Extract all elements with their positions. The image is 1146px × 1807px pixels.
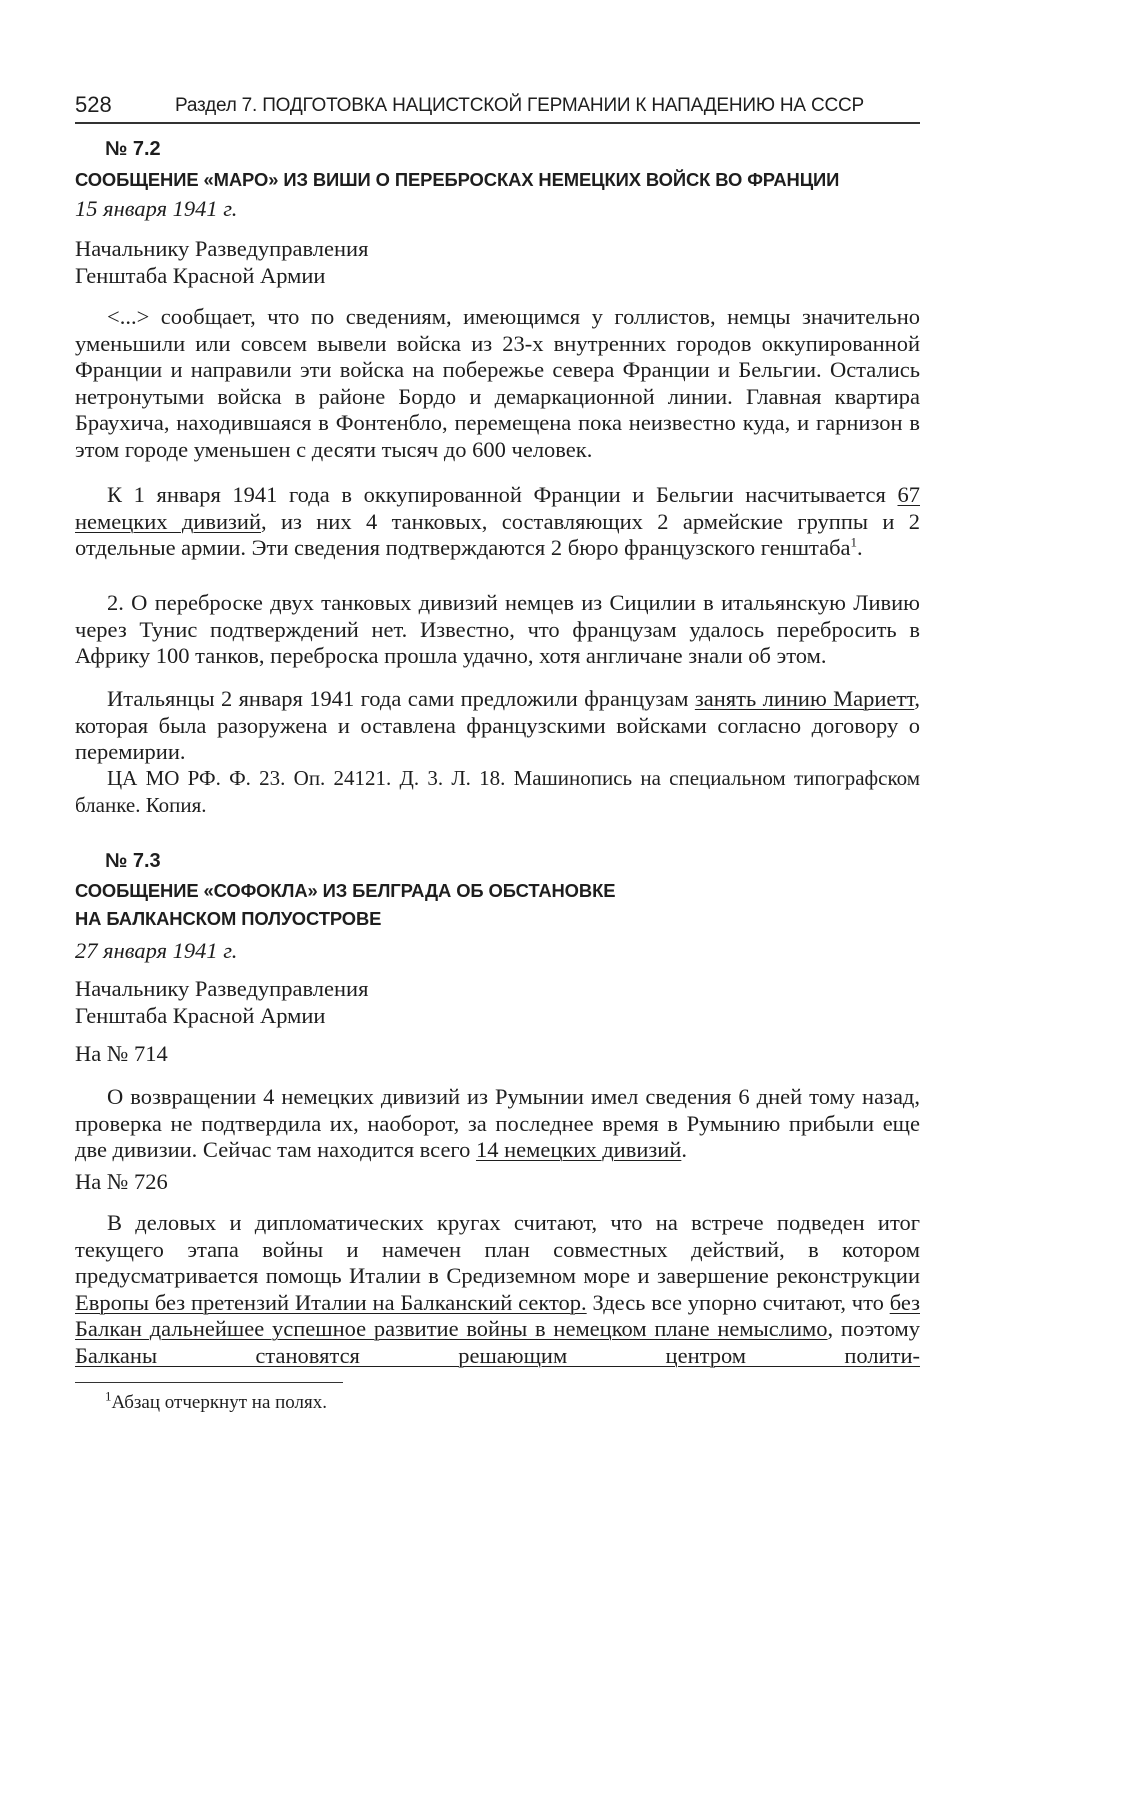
addressee-line: Генштаба Красной Армии xyxy=(75,1002,326,1028)
title-line: НА БАЛКАНСКОМ ПОЛУОСТРОВЕ xyxy=(75,908,382,929)
text: Здесь все упорно считают, что xyxy=(586,1289,890,1315)
text: , из них 4 танковых, составляющих 2 армейские группы и 2 отдельные армии. Эти сведения подтверждаются 2 бюро французского генштаба xyxy=(75,508,920,560)
paragraph-text: <...> сообщает, что по сведениям, имеющимся у голлистов, немцы значительно уменьшили или совсем вывели войска из 23-х внутренних городов оккупированной Франции и направили эти войска на побережье севера Франции и Бельгии. Остались нетронутыми войска в районе Бордо и демаркационной линии. Главная квартира Браухича, находившаяся в Фонтенбло, перемещена пока неизвестно куда, и гарнизон в этом городе уменьшен с десяти тысяч до 600 человек. xyxy=(75,304,920,462)
footnote-divider xyxy=(75,1382,343,1383)
underlined-text: Европы без претензий Италии на Балканский сектор. xyxy=(75,1289,587,1315)
underlined-text: 14 немецких дивизий xyxy=(475,1137,682,1162)
paragraph-text: 2. О переброске двух танковых дивизий немцев из Сицилии в итальянскую Ливию через Тунис подтверждений нет. Известно, что французам удалось перебросить в Африку 100 танков, переброска прошла удачно, хотя англичане знали об этом. xyxy=(75,590,920,668)
doc-number: № 7.3 xyxy=(105,850,161,872)
footnote-mark: 1 xyxy=(105,1388,112,1404)
text: , поэтому xyxy=(827,1316,920,1341)
page-number: 528 xyxy=(75,92,112,117)
text: Итальянцы 2 января 1941 года сами предложили французам xyxy=(107,686,695,711)
paragraph xyxy=(75,1210,920,1369)
addressee xyxy=(75,976,920,1029)
underlined-text: Балканы становятся решающим центром полити- xyxy=(75,1342,920,1368)
footnote-text: Абзац отчеркнут на полях. xyxy=(111,1392,328,1413)
paragraph xyxy=(75,686,920,766)
addressee xyxy=(75,236,920,289)
footnote xyxy=(105,1388,950,1414)
paragraph xyxy=(75,304,920,463)
footnote-ref: 1 xyxy=(850,534,858,550)
text: О возвращении 4 немецких дивизий из Румынии имел сведения 6 дней тому назад, проверка не подтвердила их, наоборот, за последнее время в Румынию прибыли еще две дивизии. Сейчас там находится всего xyxy=(75,1084,920,1162)
running-header xyxy=(75,92,920,124)
paragraph xyxy=(75,1084,920,1164)
text: К 1 января 1941 года в оккупированной Франции и Бельгии насчитывается xyxy=(107,482,898,507)
doc-title: СООБЩЕНИЕ «МАРО» ИЗ ВИШИ О ПЕРЕБРОСКАХ НЕМЕЦКИХ ВОЙСК ВО ФРАНЦИИ xyxy=(75,169,840,190)
addressee-line: Начальнику Разведуправления xyxy=(75,976,369,1001)
addressee-line: Начальнику Разведуправления xyxy=(75,236,369,261)
text: . xyxy=(681,1137,687,1162)
doc-date: 15 января 1941 г. xyxy=(75,196,238,221)
text: , которая была разоружена и оставлена французскими войсками согласно договору о перемирии. xyxy=(75,686,921,764)
doc-number: № 7.2 xyxy=(105,138,161,160)
paragraph xyxy=(75,482,920,562)
text: . xyxy=(857,535,863,560)
running-title: Раздел 7. ПОДГОТОВКА НАЦИСТСКОЙ ГЕРМАНИИ К НАПАДЕНИЮ НА СССР xyxy=(175,95,865,116)
reference: На № 726 xyxy=(75,1169,168,1194)
underlined-text: занять линию Мариетт xyxy=(694,686,915,711)
reference: На № 714 xyxy=(75,1041,168,1066)
text: В деловых и дипломатических кругах считают, что на встрече подведен итог текущего этапа войны и намечен план совместных действий, в котором предусматривается помощь Италии в Средиземном море и завершение реконструкции xyxy=(75,1210,920,1288)
underlined-text: 67 немецких дивизий xyxy=(75,482,920,534)
archive-source xyxy=(75,765,920,818)
source-text: ЦА МО РФ. Ф. 23. Оп. 24121. Д. 3. Л. 18. Машинопись на специальном типографском бланке. Копия. xyxy=(75,766,920,817)
title-line: СООБЩЕНИЕ «СОФОКЛА» ИЗ БЕЛГРАДА ОБ ОБСТАНОВКЕ xyxy=(75,880,616,901)
doc-date: 27 января 1941 г. xyxy=(75,938,238,963)
paragraph xyxy=(75,590,920,670)
doc-title xyxy=(75,877,920,933)
underlined-text: без Балкан дальнейшее успешное развитие войны в немецком плане немыслимо xyxy=(75,1289,920,1341)
addressee-line: Генштаба Красной Армии xyxy=(75,262,326,288)
